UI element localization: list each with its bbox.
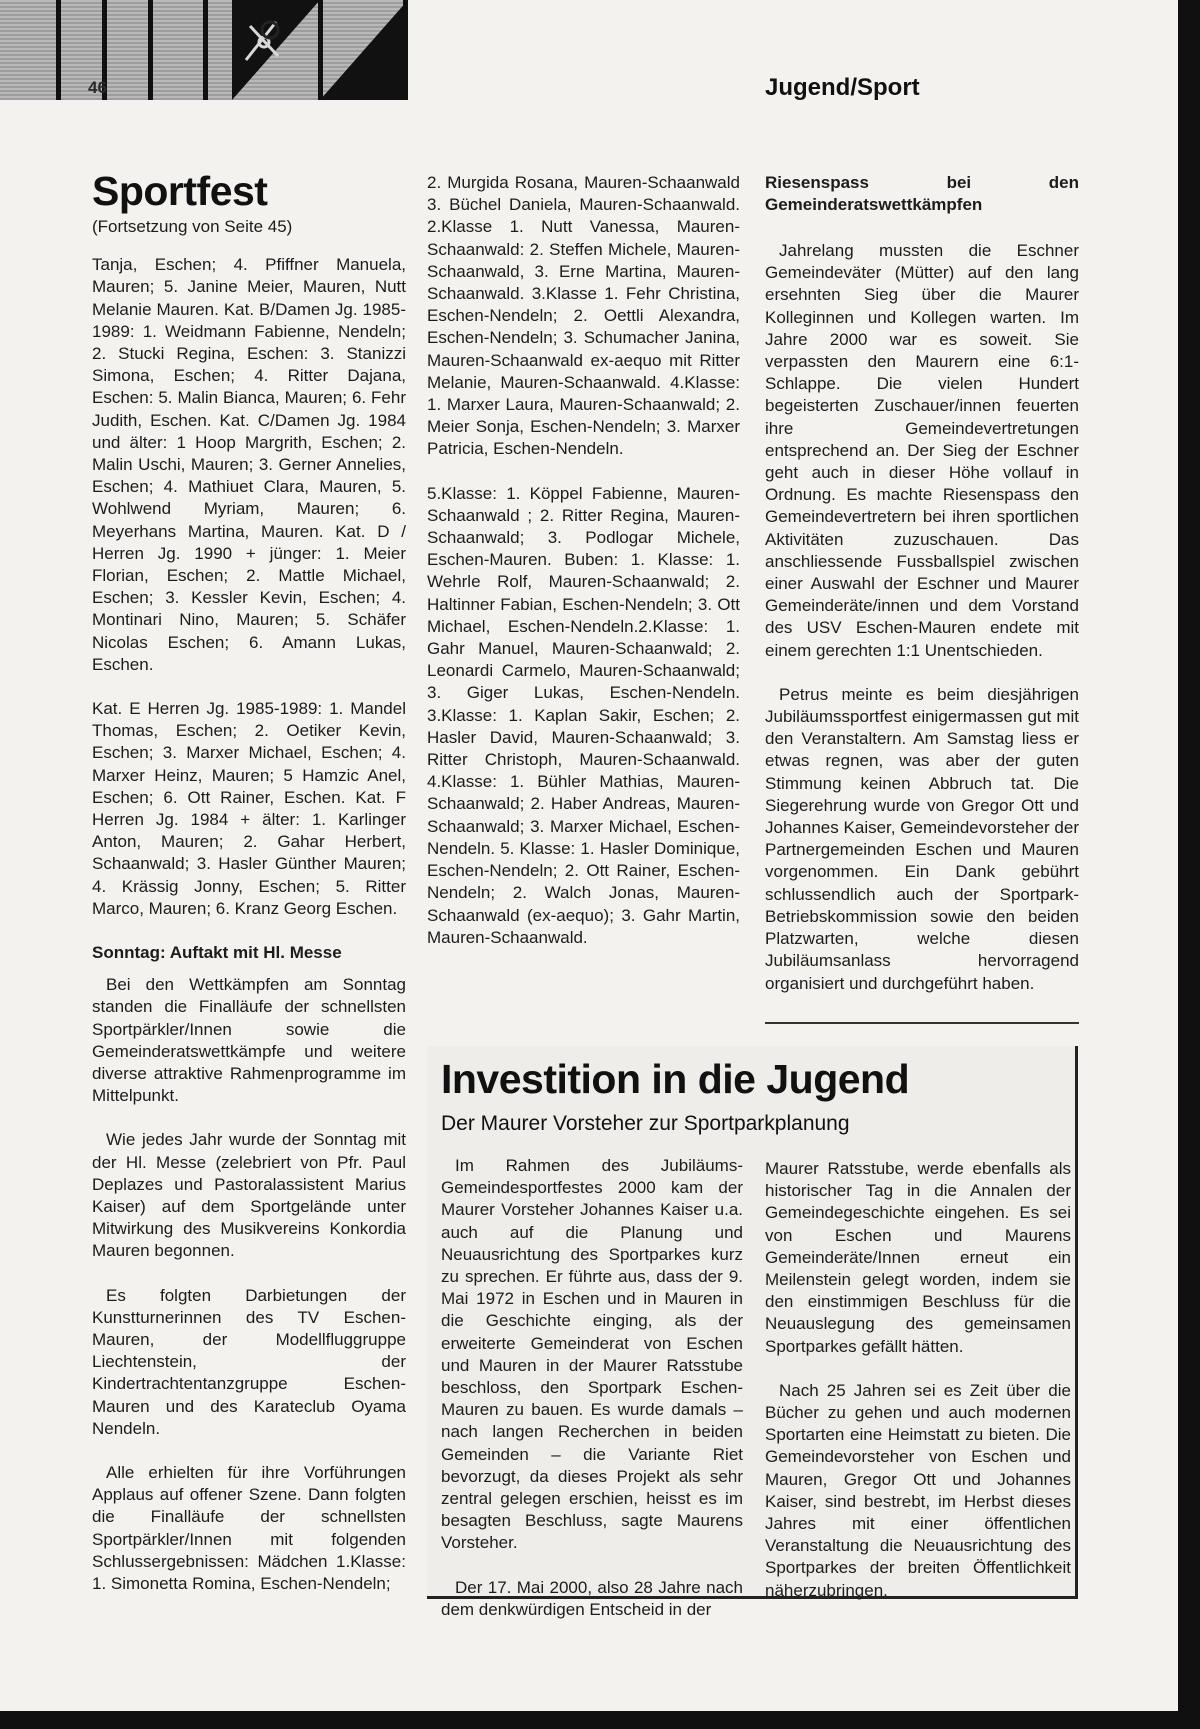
page-number: 46 [88,78,107,97]
subheading: Sonntag: Auftakt mit Hl. Messe [92,943,342,963]
article-title: Sportfest [92,168,268,214]
paragraph: Alle erhielten für ihre Vorführungen Applaus auf offener Szene. Dann folgten die Finalläufe der schnellsten Sportpärkler/Innen mit folgenden Schlussergebnissen: Mädchen 1.Klasse: 1. Simonetta Romina, Eschen-Nendeln; [92,1462,406,1593]
box-column-right [765,1158,1071,1624]
paragraph: Im Rahmen des Jubiläums-Gemeindesportfestes 2000 kam der Maurer Vorsteher Johannes Kaiser u.a. auch auf die Planung und Neuausrichtung des Sportparkes kurz zu sprechen. Er führte aus, dass der 9. Mai 1972 in Eschen und in Mauren in die Geschichte einging, als der erweiterte Gemeinderat von Eschen und Mauren in der Maurer Ratsstube beschloss, den Sportpark Eschen-Mauren zu bauen. Es wurde damals – nach langen Recherchen in beiden Gemeinden – die Variante Riet bevorzugt, da dieses Projekt als sehr zentral gelegen erschien, heisst es im besagten Beschluss, sagte Maurens Vorsteher. [441,1156,743,1553]
paragraph: Wie jedes Jahr wurde der Sonntag mit der Hl. Messe (zelebriert von Pfr. Paul Deplazes und Pastoralassistent Marius Kaiser) auf dem Sportgelände unter Mitwirkung des Musikvereins Konkordia Mauren begonnen. [92,1130,406,1261]
subheading: Riesenspass bei den Gemeinderatswettkämpfen [765,173,1079,214]
paragraph: Es folgten Darbietungen der Kunstturnerinnen des TV Eschen-Mauren, der Modellfluggruppe Liechtenstein, der Kindertrachtentanzgruppe Eschen-Mauren und des Karateclub Oyama Nendeln. [92,1285,406,1438]
header-divider [56,0,61,100]
paragraph: Nach 25 Jahren sei es Zeit über die Bücher zu gehen und auch modernen Sportarten eine Heimstatt zu bieten. Die Gemeindevorsteher von Eschen und Mauren, Gregor Ott und Johannes Kaiser, sind bestrebt, im Herbst dieses Jahres mit einer öffentlichen Veranstaltung die Neuausrichtung des Sportparkes der breiten Öffentlichkeit näherzubringen. [765,1380,1071,1600]
header-divider [203,0,208,100]
box-subtitle: Der Maurer Vorsteher zur Sportparkplanung [441,1112,850,1135]
paragraph: Maurer Ratsstube, werde ebenfalls als historischer Tag in die Annalen der Gemeindegeschichte eingehen. Es sei von Eschen und Maurens Gemeinderäte/Innen erneut ein Meilenstein gelegt worden, indem sie den einstimmigen Beschluss für die Neuauslegung des gemeinsamen Sportparkes gefällt hätten. [765,1159,1071,1356]
column-2 [427,172,740,971]
header-band [0,0,408,100]
paragraph: 5.Klasse: 1. Köppel Fabienne, Mauren-Schaanwald ; 2. Ritter Regina, Mauren-Schaanwald; 3. Podlogar Michele, Eschen-Mauren. Buben: 1. Klasse: 1. Wehrle Rolf, Mauren-Schaanwald; 2. Haltinner Fabian, Eschen-Nendeln; 3. Ott Michael, Eschen-Nendeln.2.Klasse: 1. Gahr Manuel, Mauren-Schaanwald; 2. Leonardi Carmelo, Mauren-Schaanwald; 3. Giger Lukas, Eschen-Nendeln. 3.Klasse: 1. Kaplan Sakir, Eschen; 2. Hasler David, Mauren-Schaanwald; 3. Ritter Christoph, Mauren-Schaanwald. 4.Klasse: 1. Bühler Mathias, Mauren-Schaanwald; 2. Haber Andreas, Mauren-Schaanwald; 3. Marxer Michael, Eschen-Nendeln. 5. Klasse: 1. Hasler Dominique, Eschen-Nendeln; 2. Ott Rainer, Eschen-Nendeln; 2. Walch Jonas, Mauren-Schaanwald (ex-aequo); 3. Gahr Martin, Mauren-Schaanwald. [427,483,740,947]
paragraph: Bei den Wettkämpfen am Sonntag standen die Finalläufe der schnellsten Sportpärkler/Innen sowie die Gemeinderatswettkämpfe und weitere diverse attraktive Rahmenprogramme im Mittelpunkt. [92,975,406,1106]
paragraph: Kat. E Herren Jg. 1985-1989: 1. Mandel Thomas, Eschen; 2. Oetiker Kevin, Eschen; 3. Marxer Michael, Eschen; 4. Marxer Heinz, Mauren; 5 Hamzic Anel, Eschen; 6. Ott Rainer, Eschen. Kat. F Herren Jg. 1984 + älter: 1. Karlinger Anton, Mauren; 2. Gahar Herbert, Schaanwald; 3. Hasler Günther Mauren; 4. Krässig Jonny, Eschen; 5. Ritter Marco, Mauren; 6. Kranz Georg Eschen. [92,699,406,918]
box-column-left [441,1155,743,1643]
paragraph: Der 17. Mai 2000, also 28 Jahre nach dem denkwürdigen Entscheid in der [441,1577,743,1619]
section-title: Jugend/Sport [765,74,920,101]
crossed-tools-icon [232,0,408,100]
header-divider [148,0,153,100]
paragraph: Tanja, Eschen; 4. Pfiffner Manuela, Mauren; 5. Janine Meier, Mauren, Nutt Melanie Mauren. Kat. B/Damen Jg. 1985-1989: 1. Weidmann Fabienne, Nendeln; 2. Stucki Regina, Eschen: 3. Stanizzi Simona, Eschen; 4. Ritter Dajana, Eschen: 5. Malin Bianca, Mauren; 6. Fehr Judith, Eschen. Kat. C/Damen Jg. 1984 und älter: 1 Hoop Margrith, Eschen; 2. Malin Uschi, Mauren; 3. Gerner Annelies, Eschen; 4. Mathiuet Clara, Mauren, 5. Wohlwend Myriam, Mauren; 6. Meyerhans Martina, Mauren. Kat. D / Herren Jg. 1990 + jünger: 1. Meier Florian, Eschen; 2. Mattle Michael, Eschen; 3. Kessler Kevin, Eschen; 4. Montinari Nino, Mauren; 5. Schäfer Nicolas Eschen; 6. Amann Lukas, Eschen. [92,255,406,674]
paragraph: Jahrelang mussten die Eschner Gemeindeväter (Mütter) auf den lang ersehnten Sieg über die Maurer Kolleginnen und Kollegen warten. Im Jahre 2000 war es soweit. Sie verpassten den Maurern eine 6:1-Schlappe. Die vielen Hundert begeisterten Zuschauer/innen feuerten ihre Gemeindevertretungen entsprechend an. Der Sieg der Eschner geht auch in dieser Höhe vollauf in Ordnung. Es machte Riesenspass den Gemeindevertretern bei ihren sportlichen Aktivitäten zuzuschauen. Das anschliessende Fussballspiel zwischen einer Auswahl der Eschner und Maurer Gemeinderäte/innen und dem Vorstand des USV Eschen-Mauren endete mit einem gerechten 1:1 Unentschieden. [765,241,1079,660]
divider-rule [765,1022,1079,1024]
column-3 [765,172,1079,1017]
column-1 [92,168,406,1617]
paragraph: Petrus meinte es beim diesjährigen Jubiläumssportfest einigermassen gut mit den Veranstaltern. Am Samstag liess er etwas regnen, was aber der guten Stimmung keinen Abbruch tat. Die Siegerehrung wurde von Gregor Ott und Johannes Kaiser, Gemeindevorsteher der Partnergemeinden Eschen und Mauren vorgenommen. Ein Dank gebührt schlussendlich auch der Sportpark-Betriebskommission sowie den beiden Platzwarten, welche diesen Jubiläumsanlass hervorragend organisiert und durchgeführt haben. [765,684,1079,993]
box-title: Investition in die Jugend [441,1056,910,1102]
paragraph: 2. Murgida Rosana, Mauren-Schaanwald 3. Büchel Daniela, Mauren-Schaanwald. 2.Klasse 1. Nutt Vanessa, Mauren-Schaanwald: 2. Steffen Michele, Mauren-Schaanwald, 3. Erne Martina, Mauren-Schaanwald. 3.Klasse 1. Fehr Christina, Eschen-Nendeln; 2. Oettli Alexandra, Eschen-Nendeln; 3. Schumacher Janina, Mauren-Schaanwald ex-aequo mit Ritter Melanie, Mauren-Schaanwald. 4.Klasse: 1. Marxer Laura, Mauren-Schaanwald; 2. Meier Sonja, Eschen-Nendeln; 3. Marxer Patricia, Eschen-Nendeln. [427,173,740,459]
continuation-note: (Fortsetzung von Seite 45) [92,217,293,236]
